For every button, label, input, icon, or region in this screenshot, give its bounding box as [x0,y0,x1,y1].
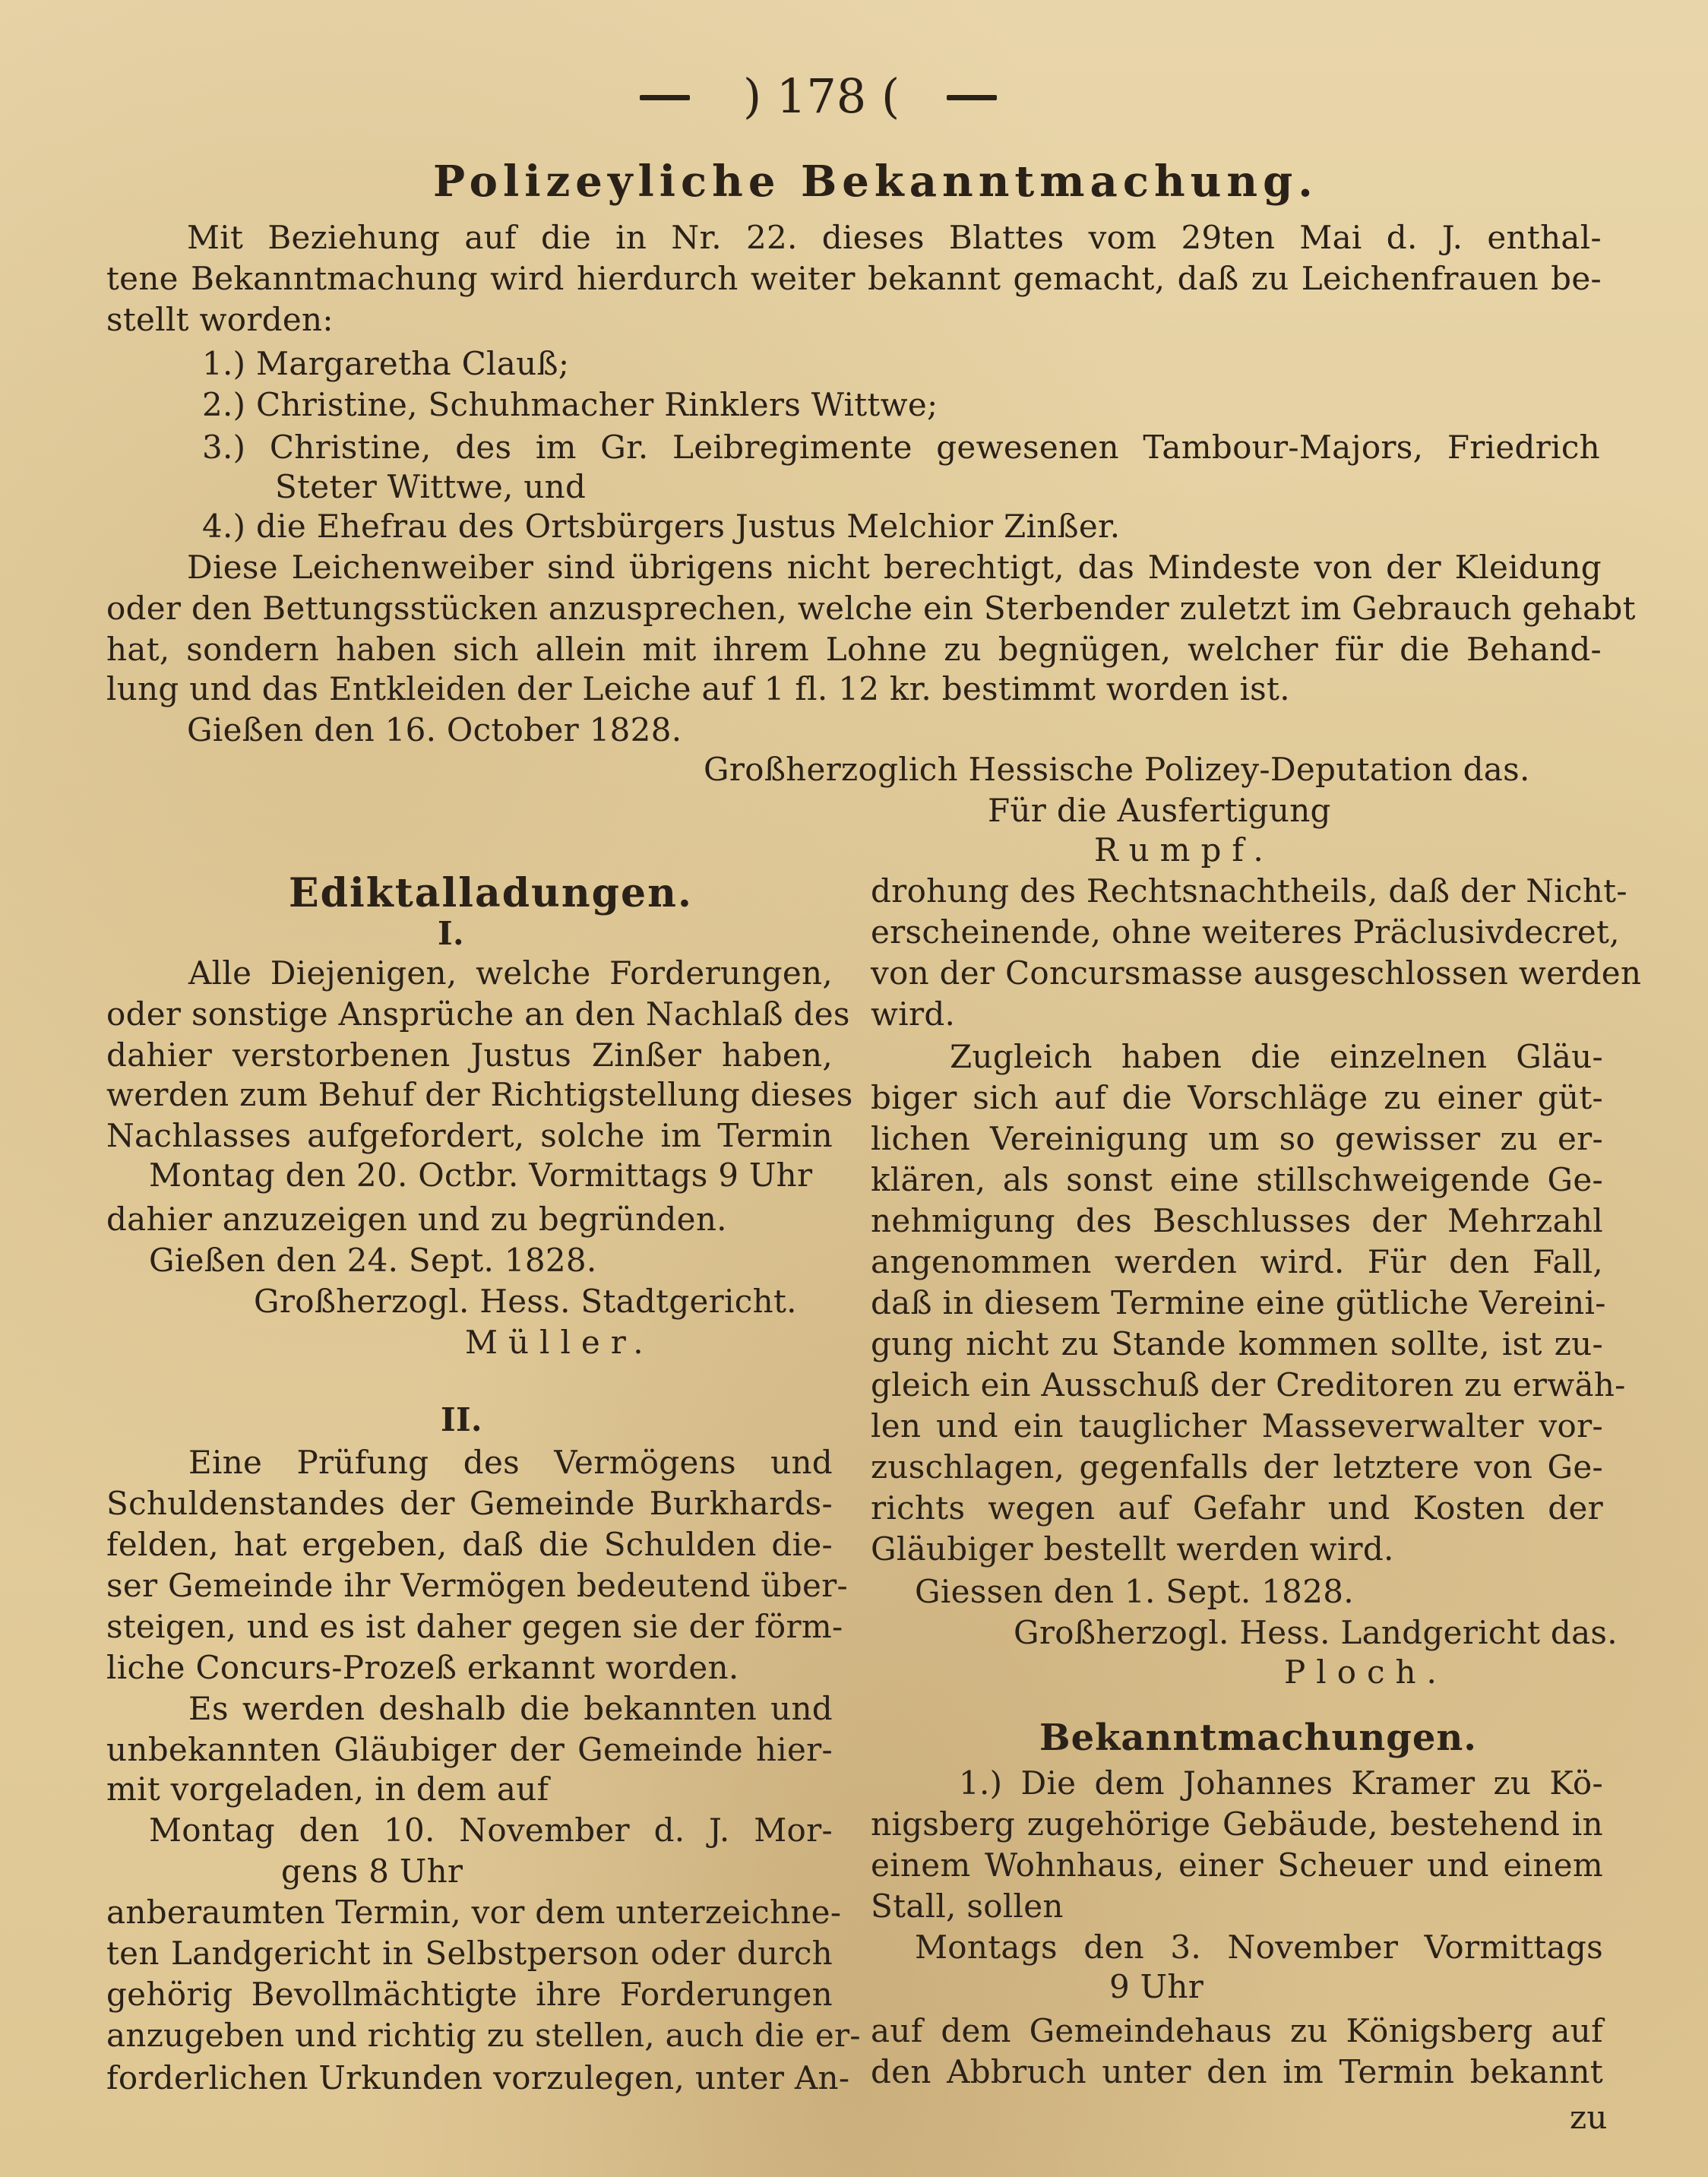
text-line: oder sonstige Ansprüche an den Nachlaß des [106,995,850,1033]
text-line: ten Landgericht in Selbstperson oder durch [106,1935,833,1972]
text-line: Alle Diejenigen, welche Forderungen, [188,954,833,992]
text-line: mit vorgeladen, in dem auf [106,1770,549,1808]
text-line: len und ein tauglicher Masseverwalter vor- [871,1407,1603,1444]
text-line: klären, als sonst eine stillschweigende Ge- [871,1161,1603,1198]
text-line: Gläubiger bestellt werden wird. [871,1530,1394,1568]
text-line: gens 8 Uhr [281,1853,463,1890]
list-item: Steter Wittwe, und [275,468,587,505]
text-line: dahier verstorbenen Justus Zinßer haben, [106,1036,833,1074]
text-line: Eine Prüfung des Vermögens und [188,1444,833,1481]
text-line: unbekannten Gläubiger der Gemeinde hier- [106,1731,833,1768]
text-line: lichen Vereinigung um so gewisser zu er- [871,1120,1603,1157]
text-line: steigen, und es ist daher gegen sie der förm- [106,1608,843,1645]
text-line: Es werden deshalb die bekannten und [188,1690,833,1727]
text-line: 1.) Die dem Johannes Kramer zu Kö- [959,1764,1603,1802]
authority-line: Großherzogl. Hess. Landgericht das. [1014,1614,1618,1651]
dateline: Giessen den 1. Sept. 1828. [915,1573,1354,1610]
text-line: ser Gemeinde ihr Vermögen bedeutend über- [106,1567,848,1604]
text-line: Nachlasses aufgefordert, solche im Termin [106,1117,833,1154]
text-line: tene Bekanntmachung wird hierdurch weiter bekannt gemacht, daß zu Leichenfrauen be- [106,260,1602,297]
text-line: felden, hat ergeben, daß die Schulden die- [106,1526,833,1563]
text-line: Montag den 10. November d. J. Mor- [149,1812,833,1849]
section-title-police: Polizeyliche Bekanntmachung. [433,157,1318,207]
page-number: ) 178 ( [743,68,900,124]
text-line: werden zum Behuf der Richtigstellung dieses [106,1076,853,1113]
list-item: 4.) die Ehefrau des Ortsbürgers Justus Melchior Zinßer. [202,508,1121,545]
list-item: 3.) Christine, des im Gr. Leibregimente gewesenen Tambour-Majors, Friedrich [202,429,1600,466]
text-line: Montags den 3. November Vormittags [915,1929,1603,1966]
text-line: anzugeben und richtig zu stellen, auch die er- [106,2017,861,2054]
part-numeral: I. [438,915,464,952]
authority-line: Großherzogl. Hess. Stadtgericht. [254,1283,797,1320]
text-line: gung nicht zu Stande kommen sollte, ist zu- [871,1325,1603,1362]
text-line: einem Wohnhaus, einer Scheuer und einem [871,1846,1603,1884]
text-line: nigsberg zugehörige Gebäude, bestehend in [871,1805,1603,1843]
dateline: Gießen den 24. Sept. 1828. [149,1242,597,1279]
text-line: drohung des Rechtsnachtheils, daß der Nicht- [871,872,1627,910]
header-dash-left [640,95,690,100]
text-line: dahier anzuzeigen und zu begründen. [106,1201,727,1238]
text-line: wird. [871,995,956,1033]
list-item: 1.) Margaretha Clauß; [202,345,570,382]
text-line: Zugleich haben die einzelnen Gläu- [950,1038,1603,1075]
text-line: stellt worden: [106,301,334,338]
authority-line: Für die Ausfertigung [988,792,1331,829]
text-line: den Abbruch unter den im Termin bekannt [871,2053,1603,2090]
header-dash-right [947,95,997,100]
text-line: Montag den 20. Octbr. Vormittags 9 Uhr [149,1157,813,1194]
dateline: Gießen den 16. October 1828. [187,711,682,748]
signature: Ploch. [1284,1653,1447,1691]
text-line: hat, sondern haben sich allein mit ihrem Lohne zu begnügen, welcher für die Behand- [106,631,1602,668]
text-line: biger sich auf die Vorschläge zu einer güt- [871,1079,1603,1116]
text-line: auf dem Gemeindehaus zu Königsberg auf [871,2012,1603,2049]
catchword: zu [1570,2099,1608,2136]
text-line: von der Concursmasse ausgeschlossen werden [871,954,1642,992]
signature: Rumpf. [1094,831,1274,869]
text-line: anberaumten Termin, vor dem unterzeichne- [106,1894,842,1931]
text-line: Diese Leichenweiber sind übrigens nicht berechtigt, das Mindeste von der Kleidung [187,549,1602,586]
signature: Müller. [465,1324,654,1361]
section-title-announcements: Bekanntmachungen. [1039,1717,1477,1759]
text-line: gehörig Bevollmächtigte ihre Forderungen [106,1976,833,2013]
text-line: forderlichen Urkunden vorzulegen, unter An- [106,2059,850,2096]
text-line: Mit Beziehung auf die in Nr. 22. dieses Blattes vom 29ten Mai d. J. enthal- [187,219,1602,256]
text-line: liche Concurs-Prozeß erkannt worden. [106,1649,739,1686]
list-item: 2.) Christine, Schuhmacher Rinklers Wittwe; [202,386,938,423]
text-line: 9 Uhr [1109,1968,1204,2005]
text-line: richts wegen auf Gefahr und Kosten der [871,1489,1603,1527]
text-line: nehmigung des Beschlusses der Mehrzahl [871,1202,1603,1239]
text-line: Schuldenstandes der Gemeinde Burkhards- [106,1485,833,1522]
text-line: lung und das Entkleiden der Leiche auf 1 fl. 12 kr. bestimmt worden ist. [106,670,1290,707]
text-line: erscheinende, ohne weiteres Präclusivdecret, [871,913,1620,951]
text-line: angenommen werden wird. Für den Fall, [871,1243,1603,1280]
section-title-edicts: Ediktalladungen. [289,870,694,916]
text-line: Stall, sollen [871,1887,1064,1925]
text-line: oder den Bettungsstücken anzusprechen, welche ein Sterbender zuletzt im Gebrauch gehabt [106,590,1636,627]
part-numeral: II. [441,1401,482,1438]
authority-line: Großherzoglich Hessische Polizey-Deputation das. [704,751,1530,788]
text-line: daß in diesem Termine eine gütliche Vereini- [871,1284,1606,1321]
text-line: zuschlagen, gegenfalls der letztere von Ge- [871,1448,1603,1486]
text-line: gleich ein Ausschuß der Creditoren zu erwäh- [871,1366,1626,1403]
